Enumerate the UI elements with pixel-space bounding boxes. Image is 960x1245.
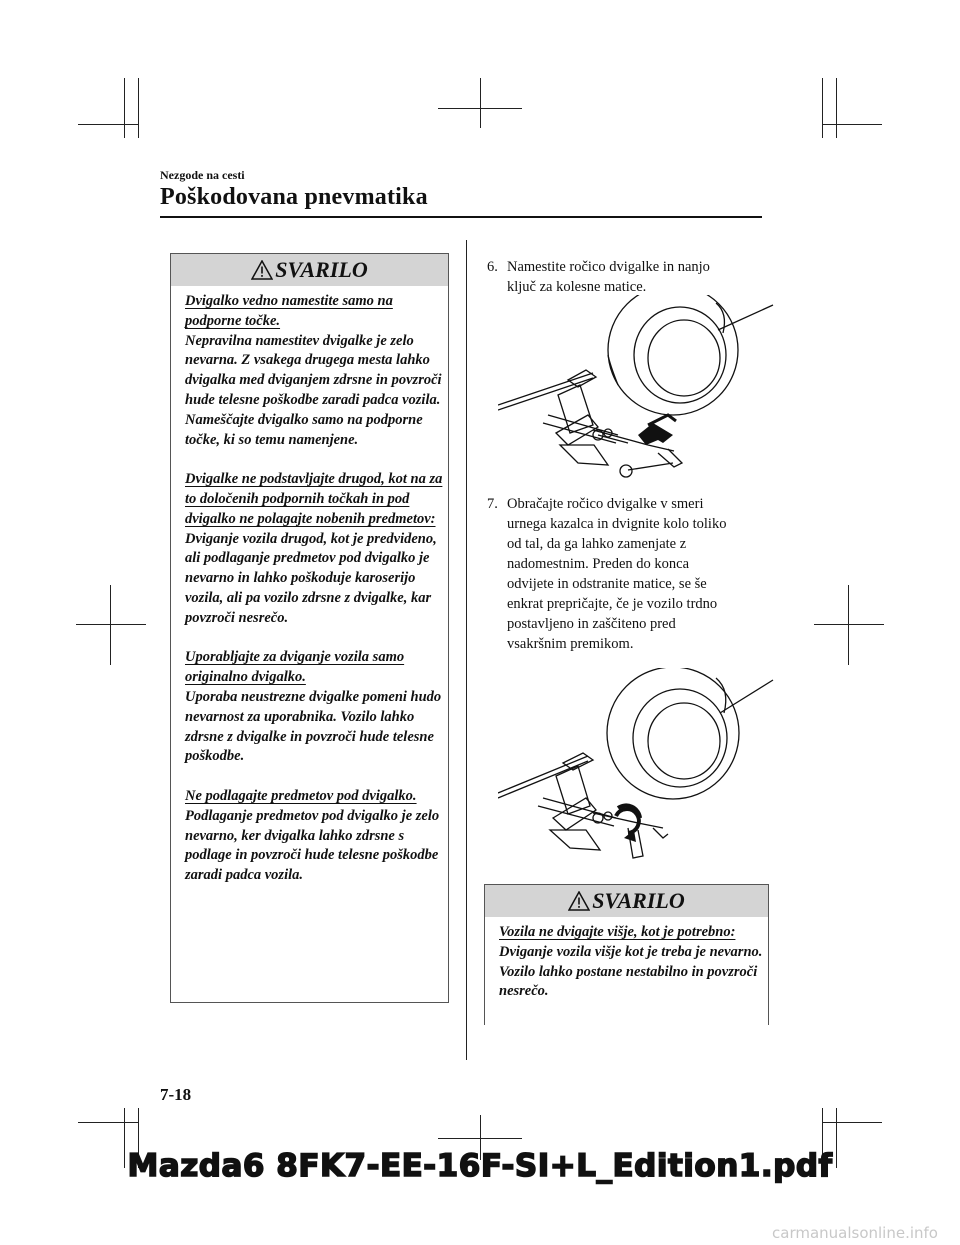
jack-handle-illustration [498, 295, 778, 485]
warning-triangle-icon [568, 891, 590, 911]
step-line: nadomestnim. Preden do konca [507, 556, 690, 572]
warning-triangle-icon [251, 260, 273, 280]
title-divider [160, 216, 762, 218]
step-number: 6. [487, 259, 498, 275]
warning-paragraph-4 [185, 787, 448, 886]
step-line: urnega kazalca in dvignite kolo toliko [507, 516, 727, 532]
column-divider [466, 240, 467, 1060]
warning-title: SVARILO [275, 257, 368, 282]
warning-body [171, 286, 448, 886]
step-line: postavljeno in zaščiteno pred [507, 616, 676, 632]
warning-text-right: Dviganje vozila višje kot je treba je nevarno. Vozilo lahko postane nestabilno in povzroči nesrečo. [499, 943, 763, 1000]
section-label: Nezgode na cesti [160, 168, 245, 182]
page-title: Poškodovana pnevmatika [160, 184, 428, 210]
warning-paragraph-2 [185, 470, 448, 628]
step-6 [487, 257, 767, 299]
warning-text-2: Dviganje vozila drugod, kot je predvideno, ali podlaganje predmetov pod dvigalko je nevarno in lahko poškoduje karoserijo vozila, ali pa vozilo zdrsne z dvigalke, kar povzroči nesrečo. [185, 530, 437, 626]
warning-heading-4: Ne podlagajte predmetov pod dvigalko. [185, 787, 417, 804]
page-number: 7-18 [160, 1085, 192, 1104]
step-line: odvijete in odstranite matice, se še [507, 576, 707, 592]
warning-text-4: Podlaganje predmetov pod dvigalko je zelo nevarno, ker dvigalka lahko zdrsne s podlage in povzroči hude telesne poškodbe zaradi padca vozila. [185, 807, 440, 884]
step-line: vsakršnim premikom. [507, 636, 634, 652]
warning-heading-3: Uporabljajte za dviganje vozila samo originalno dvigalko. [185, 649, 405, 686]
warning-text-3: Uporaba neustrezne dvigalke pomeni hudo nevarnost za uporabnika. Vozilo lahko zdrsne z dvigalke in povzroči hude telesne poškodbe. [185, 688, 442, 765]
warning-heading-1: Dvigalko vedno namestite samo na podporne točke. [185, 293, 393, 329]
watermark: carmanualsonline.info [772, 1224, 938, 1242]
warning-box-left [170, 253, 449, 1003]
warning-paragraph-3 [185, 648, 448, 767]
warning-text-1: Nepravilna namestitev dvigalke je zelo nevarna. Z vsakega drugega mesta lahko dvigalka med dviganjem zdrsne in povzroči hude telesne poškodbe zaradi padca vozila. Nameščajte dvigalko samo na podporne točke, ki so temu namenjene. [185, 332, 442, 448]
warning-header [485, 885, 768, 917]
step-line: Namestite ročico dvigalke in nanjo [507, 259, 710, 275]
warning-body [485, 917, 768, 1002]
step-line: od tal, da ga lahko zamenjate z [507, 536, 687, 552]
warning-box-right [484, 884, 769, 1025]
step-number: 7. [487, 496, 498, 512]
warning-paragraph-right [499, 923, 768, 1002]
warning-paragraph-1 [185, 292, 448, 450]
warning-heading-2: Dvigalke ne podstavljajte drugod, kot na za to določenih podpornih točkah in pod dvigalko ne polagajte nobenih predmetov: [185, 471, 443, 527]
warning-title: SVARILO [592, 888, 685, 913]
step-line: Obračajte ročico dvigalke v smeri [507, 496, 704, 512]
step-7 [487, 494, 777, 659]
warning-heading-right: Vozila ne dvigajte višje, kot je potrebno: [499, 924, 736, 940]
step-line: ključ za kolesne matice. [507, 279, 647, 295]
jack-raising-illustration [498, 668, 778, 868]
warning-header [171, 254, 448, 286]
footer-filename: Mazda6 8FK7-EE-16F-SI+L_Edition1.pdf [127, 1148, 833, 1184]
step-line: enkrat prepričajte, če je vozilo trdno [507, 596, 718, 612]
